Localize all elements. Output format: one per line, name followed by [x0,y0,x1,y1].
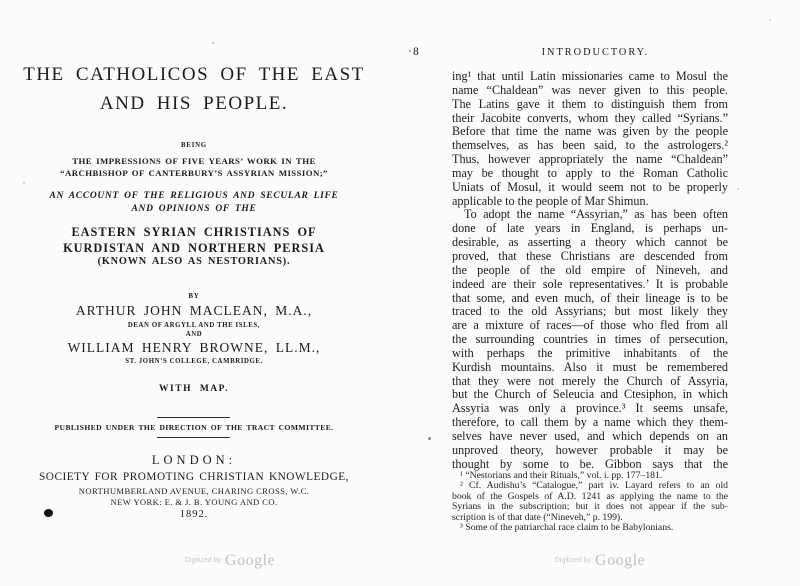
imprint-address: NORTHUMBERLAND AVENUE, CHARING CROSS, W.C. [78,486,310,496]
author2-title: ST. JOHN’S COLLEGE, CAMBRIDGE. [125,358,263,365]
subject-line2: KURDISTAN AND NORTHERN PERSIA [63,241,325,255]
body-line: that some, and even much, of their lineage is to be [452,290,728,305]
footnote-line: scription is of that date (“Nineveh,” p. 199). [452,511,623,523]
scan-speck [212,42,214,44]
scan-speck [409,50,411,52]
book-title-line2: AND HIS PEOPLE. [99,93,289,114]
footnote-line: ¹ “Nestorians and their Rituals,” vol. i. pp. 177–181. [460,470,663,481]
google-watermark-right [500,552,700,570]
account-line1: AN ACCOUNT OF THE RELIGIOUS AND SECULAR LIFE [49,191,339,201]
body-line: may be thought to apply to the Roman Catholic [452,165,728,180]
body-line: desirable, as asserting a theory which cannot be [452,235,728,250]
body-line: are a mixture of races—of those who fled from all [452,318,728,333]
subtitle-line2: “ARCHBISHOP OF CANTERBURY’S ASSYRIAN MISSION;” [60,168,328,178]
running-head: INTRODUCTORY. [541,47,650,58]
body-line: Uniats of Mosul, it would seem not to be properly [452,179,728,194]
by-label: BY [188,292,200,300]
author2-name: WILLIAM HENRY BROWNE, LL.M., [67,340,321,355]
subject-line1: EASTERN SYRIAN CHRISTIANS OF [71,225,317,239]
digitized-by-label: Digitized by [554,557,592,564]
body-line: Kurdish mountains. Also it must be remembered [452,359,728,374]
body-line: done of late years in England, is perhaps un- [452,221,728,236]
digitized-by-label: Digitized by [184,557,222,564]
body-line: therefore, to call them by a name which they them- [452,415,728,430]
tract-committee-note: PUBLISHED UNDER THE DIRECTION OF THE TRACT COMMITTEE. [54,423,334,432]
imprint-city: LONDON: [151,453,237,467]
body-line: Thus, however appropriately the name “Chaldean” [452,152,728,167]
body-line: selves have never used, and which depends on an [452,428,728,443]
imprint-publisher: SOCIETY FOR PROMOTING CHRISTIAN KNOWLEDGE, [39,471,349,483]
google-watermark-left [130,552,330,570]
body-line: applicable to the people of Mar Shimun. [452,193,649,208]
author1-name: ARTHUR JOHN MACLEAN, M.A., [75,303,313,318]
scan-speck [737,188,739,190]
imprint-year: 1892. [179,509,209,520]
body-line: The Latins gave it them to distinguish them from [452,96,728,111]
divider-rule-top [157,417,230,418]
body-line: name “Chaldean” was never given to this people. [452,82,728,97]
being-label: BEING [181,142,207,149]
body-line: ing¹ that until Latin missionaries came to Mosul the [452,69,728,83]
body-line: with perhaps the primitive inhabitants of the [452,345,728,360]
body-line: the people of the old empire of Nineveh, and [452,262,728,277]
body-line: that they were not merely the Church of Assyria, [452,373,728,388]
ink-blot [44,509,53,517]
footnotes [452,471,728,533]
and-label: AND [185,331,203,338]
body-line: To adopt the name “Assyrian,” as has been often [464,207,728,222]
body-line: proved, that these Christians are descended from [452,248,728,263]
google-logo: Google [595,552,646,569]
body-line: traced to the old Assyrians; but most likely they [452,304,728,319]
scan-speck [769,19,771,21]
subject-line3: (KNOWN ALSO AS NESTORIANS). [97,256,291,267]
imprint-new-york: NEW YORK: E. & J. B. YOUNG AND CO. [110,497,278,507]
body-line: Before that time the name was given by the people [452,124,728,139]
body-line: Assyria was only a province.³ It seems unsafe, [452,401,728,416]
google-logo: Google [225,552,276,569]
account-line2: AND OPINIONS OF THE [131,204,257,214]
page-number: 8 [413,46,419,58]
divider-rule-bottom [157,437,230,438]
footnote-line: book of the Gospels of A.D. 1241 as applying the name to the [452,490,728,502]
body-line: unproved theory, however probable it may be [452,442,728,457]
body-line: the surrounding countries in times of persecution, [452,332,728,347]
footnote-line: ³ Some of the patriarchal race claim to be Babylonians. [460,521,674,533]
author1-title: DEAN OF ARGYLL AND THE ISLES, [127,322,261,329]
body-text [452,70,728,471]
footnote-line: ² Cf. Audishu’s “Catalogue,” part iv. Layard refers to an old [460,480,728,492]
book-title-line1: THE CATHOLICOS OF THE EAST [23,64,365,85]
body-line: thought by some to be. Gibbon says that the [452,456,728,471]
body-line: themselves, as has been said, to the astrologers.² [452,138,728,153]
body-line: indeed are their sole representatives.’ It is probable [452,276,728,291]
scan-speck [23,182,25,184]
scan-speck [428,437,431,440]
with-map-label: WITH MAP. [159,384,229,394]
footnote-line: Syrians in the subscription; but it does not appear if the sub- [452,501,728,513]
body-line: their Jacobite converts, whom they called “Syrians.” [452,110,728,125]
subtitle-line1: THE IMPRESSIONS OF FIVE YEARS’ WORK IN THE [72,156,316,166]
body-line: but the Church of Seleucia and Ctesiphon, in which [452,387,728,402]
